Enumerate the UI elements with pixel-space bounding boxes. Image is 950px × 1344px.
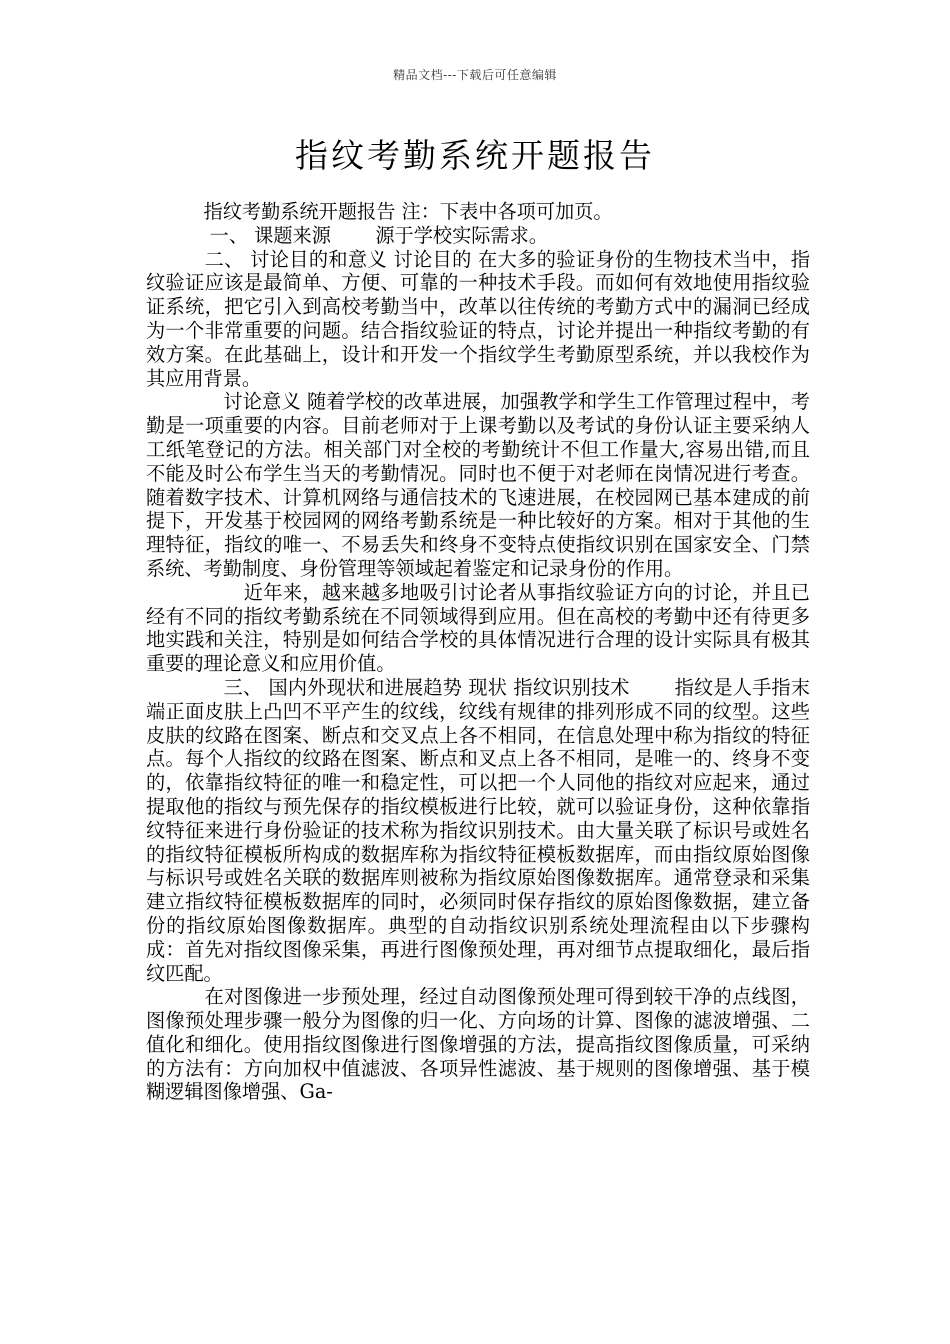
paragraph-recent-years: 近年来，越来越多地吸引讨论者从事指纹验证方向的讨论，并且已经有不同的指纹考勤系统在不同领域得到应用。但在高校的考勤中还有待更多地实践和关注，特别是如何结合学校的具体情况进行合理的设计实际具有极其重要的理论意义和应用价值。 bbox=[146, 580, 810, 676]
paragraph-intro: 指纹考勤系统开题报告 注：下表中各项可加页。 bbox=[146, 200, 613, 223]
document-title: 指纹考勤系统开题报告 bbox=[295, 136, 655, 175]
paragraph-significance: 讨论意义 随着学校的改革进展，加强教学和学生工作管理过程中，考勤是一项重要的内容。目前老师对于上课考勤以及考试的身份认证主要采纳人工纸笔登记的方法。相关部门对全校的考勤统计不但工作量大,容易出错,而且不能及时公布学生当天的考勤情况。同时也不便于对老师在岗情况进行考查。随着数字技术、计算机网络与通信技术的飞速进展，在校园网已基本建成的前提下，开发基于校园网的网络考勤系统是一种比较好的方案。相对于其他的生理特征，指纹的唯一、不易丢失和终身不变特点使指纹识别在国家安全、门禁系统、考勤制度、身份管理等领域起着鉴定和记录身份的作用。 bbox=[146, 390, 810, 580]
paragraph-purpose: 二、 讨论目的和意义 讨论目的 在大多的验证身份的生物技术当中，指纹验证应该是最简单、方便、可靠的一种技术手段。而如何有效地使用指纹验证系统，把它引入到高校考勤当中，改革以往传统的考勤方式中的漏洞已经成为一个非常重要的问题。结合指纹验证的特点，讨论并提出一种指纹考勤的有效方案。在此基础上，设计和开发一个指纹学生考勤原型系统，并以我校作为其应用背景。 bbox=[146, 247, 810, 390]
paragraph-status: 三、 国内外现状和进展趋势 现状 指纹识别技术 指纹是人手指末端正面皮肤上凸凹不平产生的纹线，纹线有规律的排列形成不同的纹型。这些皮肤的纹路在图案、断点和交叉点上各不相同，在信息处理中称为指纹的特征点。每个人指纹的纹路在图案、断点和叉点上各不相同，是唯一的、终身不变的，依靠指纹特征的唯一和稳定性，可以把一个人同他的指纹对应起来，通过提取他的指纹与预先保存的指纹模板进行比较，就可以验证身份，这种依靠指纹特征来进行身份验证的技术称为指纹识别技术。由大量关联了标识号或姓名的指纹特征模板所构成的数据库称为指纹特征模板数据库，而由指纹原始图像与标识号或姓名关联的数据库则被称为指纹原始图像数据库。通常登录和采集建立指纹特征模板数据库的同时，必须同时保存指纹的原始图像数据，建立备份的指纹原始图像数据库。典型的自动指纹识别系统处理流程由以下步骤构成：首先对指纹图像采集，再进行图像预处理，再对细节点提取细化，最后指纹匹配。 bbox=[146, 675, 810, 985]
paragraph-source: 一、 课题来源 源于学校实际需求。 bbox=[146, 223, 549, 247]
document-body bbox=[146, 200, 810, 1104]
page-header: 精品文档---下载后可任意编辑 bbox=[393, 68, 557, 82]
paragraph-preprocessing: 在对图像进一步预处理，经过自动图像预处理可得到较干净的点线图，图像预处理步骤一般分为图像的归一化、方向场的计算、图像的滤波增强、二值化和细化。使用指纹图像进行图像增强的方法，提高指纹图像质量，可采纳的方法有：方向加权中值滤波、各项异性滤波、基于规则的图像增强、基于模糊逻辑图像增强、Ga- bbox=[146, 985, 810, 1104]
